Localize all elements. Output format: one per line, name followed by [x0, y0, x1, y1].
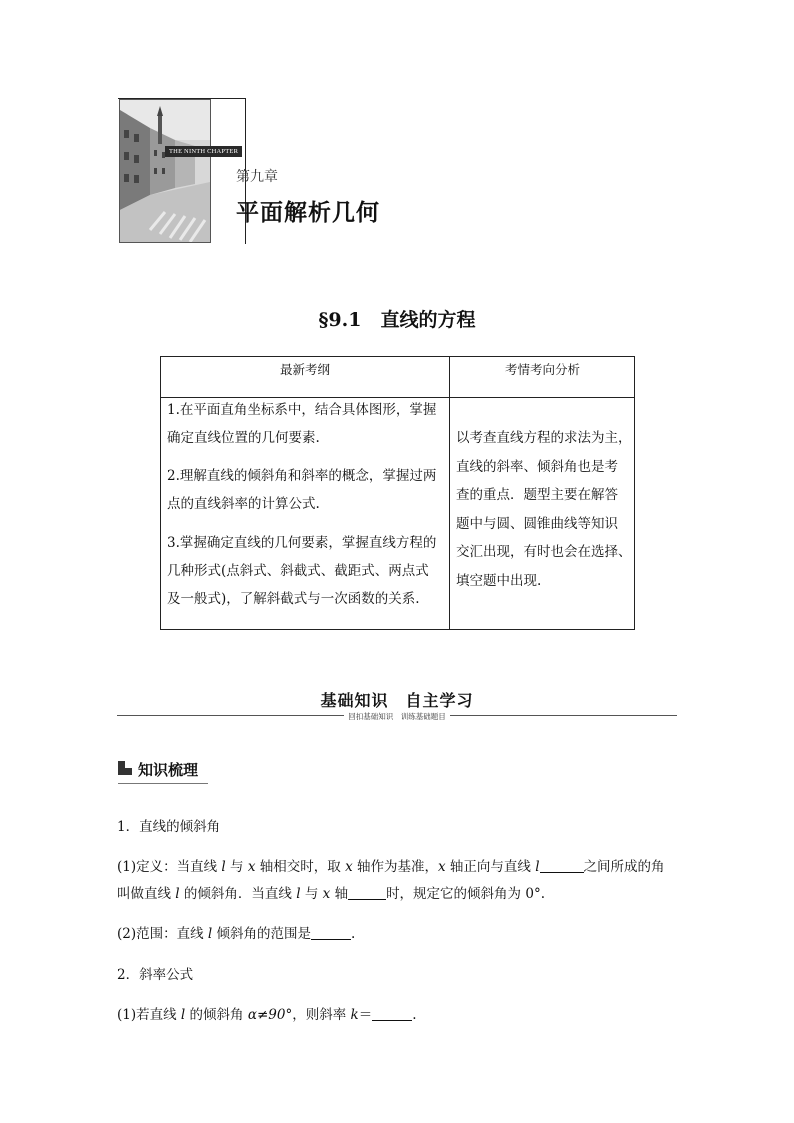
analysis-text [456, 424, 632, 595]
knowledge-heading-underline [118, 783, 208, 784]
banner-subtitle-text: 回扣基础知识 训练基础题目 [344, 712, 450, 721]
analysis-line: 以考查直线方程的求法为主， [456, 430, 632, 446]
chapter-cover-photo [119, 99, 211, 243]
banner-subtitle [0, 711, 794, 722]
point-1-range: (2)范围：直线 l 倾斜角的范围是 . [117, 926, 356, 942]
point-1-definition-line-1: (1)定义：当直线 l 与 x 轴相交时，取 x 轴作为基准，x 轴正向与直线 l 之间所成的角 [117, 859, 665, 875]
answer-blank[interactable] [348, 885, 386, 900]
syllabus-item-1-line-2: 确定直线位置的几何要素. [167, 430, 320, 446]
answer-blank[interactable] [372, 1006, 412, 1021]
table-header-analysis: 考情考向分析 [504, 362, 580, 377]
point-2-heading: 2．斜率公式 [117, 967, 194, 983]
point-1-definition-line-2: 叫做直线 l 的倾斜角．当直线 l 与 x 轴 时，规定它的倾斜角为 0°. [117, 886, 545, 902]
chapter-ribbon: THE NINTH CHAPTER [165, 146, 242, 157]
analysis-line: 填空题中出现. [456, 572, 542, 589]
banner-title: 基础知识 自主学习 [320, 691, 474, 710]
syllabus-item-3-line-3: 及一般式)，了解斜截式与一次函数的关系. [167, 591, 420, 607]
syllabus-item-2 [167, 462, 447, 518]
syllabus-item-2-line-2: 点的直线斜率的计算公式. [167, 496, 320, 512]
chapter-number: 第九章 [236, 169, 278, 185]
analysis-line: 查的重点．题型主要在解答 [456, 487, 618, 503]
syllabus-item-1 [167, 396, 447, 452]
analysis-line: 直线的斜率、倾斜角也是考 [456, 458, 618, 475]
heading-square-icon-notch [125, 761, 132, 768]
section-title: §9.1 直线的方程 [318, 309, 476, 331]
point-2-formula-line: (1)若直线 l 的倾斜角 α≠90°，则斜率 k＝ . [117, 1007, 417, 1023]
answer-blank[interactable] [540, 858, 584, 873]
syllabus-item-3 [167, 529, 447, 613]
syllabus-item-3-line-1: 3.掌握确定直线的几何要素，掌握直线方程的 [167, 535, 437, 551]
chapter-title: 平面解析几何 [236, 199, 380, 226]
table-header-syllabus: 最新考纲 [279, 362, 330, 377]
syllabus-item-1-line-1: 1.在平面直角坐标系中，结合具体图形，掌握 [167, 402, 437, 418]
point-1-heading: 1．直线的倾斜角 [117, 819, 221, 835]
knowledge-heading: 知识梳理 [138, 761, 199, 779]
answer-blank[interactable] [311, 925, 351, 940]
syllabus-item-3-line-2: 几种形式(点斜式、斜截式、截距式、两点式 [167, 563, 429, 579]
analysis-line: 交汇出现，有时也会在选择、 [456, 544, 632, 560]
syllabus-item-2-line-1: 2.理解直线的倾斜角和斜率的概念，掌握过两 [167, 468, 437, 484]
analysis-line: 题中与圆、圆锥曲线等知识 [456, 515, 618, 532]
